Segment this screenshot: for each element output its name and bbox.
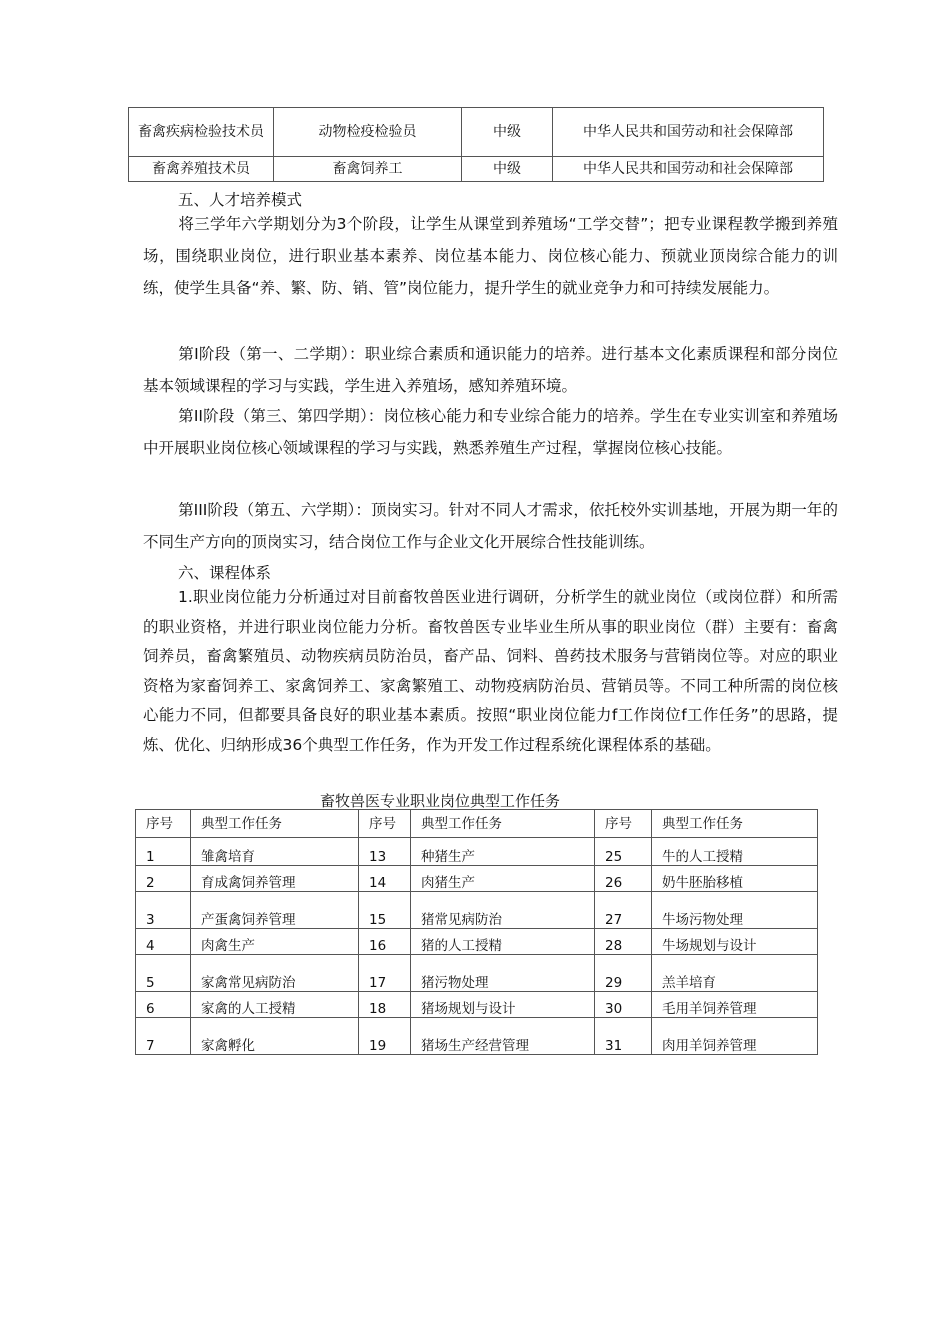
table-cell: 毛用羊饲养管理	[652, 992, 818, 1018]
table-cell: 猪污物处理	[411, 955, 595, 992]
header-cell: 序号	[359, 810, 411, 838]
level-cell: 中级	[462, 157, 553, 182]
paragraph-job-analysis	[143, 583, 838, 760]
table-header-row	[136, 810, 818, 838]
paragraph-training-overview	[143, 208, 838, 304]
table-cell: 28	[595, 929, 652, 955]
table-row	[136, 992, 818, 1018]
header-cell: 序号	[136, 810, 191, 838]
table-cell: 种猪生产	[411, 838, 595, 866]
table-cell: 2	[136, 866, 191, 892]
table-row	[136, 838, 818, 866]
table-cell: 27	[595, 892, 652, 929]
section-heading-curriculum: 六、课程体系	[178, 564, 272, 582]
table-cell: 29	[595, 955, 652, 992]
paragraph-text: 第III阶段（第五、六学期）：顶岗实习。针对不同人才需求，依托校外实训基地，开展为期一年的不同生产方向的顶岗实习，结合岗位工作与企业文化开展综合性技能训练。	[143, 501, 838, 551]
table-cell: 产蛋禽饲养管理	[191, 892, 359, 929]
level-cell: 中级	[462, 108, 553, 157]
table-row	[129, 157, 824, 182]
table-cell: 肉用羊饲养管理	[652, 1018, 818, 1055]
paragraph-stage-2	[143, 400, 838, 464]
issuer-cell: 中华人民共和国劳动和社会保障部	[553, 108, 824, 157]
section-heading-training-model: 五、人才培养模式	[178, 191, 303, 209]
certificate-cell: 动物检疫检验员	[274, 108, 462, 157]
table-row	[136, 929, 818, 955]
table-cell: 7	[136, 1018, 191, 1055]
table-cell: 奶牛胚胎移植	[652, 866, 818, 892]
table-cell: 家禽的人工授精	[191, 992, 359, 1018]
table-cell: 15	[359, 892, 411, 929]
table-cell: 家禽常见病防治	[191, 955, 359, 992]
typical-tasks-table	[135, 809, 818, 1055]
table-cell: 牛的人工授精	[652, 838, 818, 866]
table-cell: 雏禽培育	[191, 838, 359, 866]
table-cell: 26	[595, 866, 652, 892]
table-cell: 6	[136, 992, 191, 1018]
table-cell: 猪常见病防治	[411, 892, 595, 929]
task-table-caption: 畜牧兽医专业职业岗位典型工作任务	[319, 792, 560, 810]
table-cell: 1	[136, 838, 191, 866]
job-title-cell: 畜禽养殖技术员	[129, 157, 274, 182]
table-row	[129, 108, 824, 157]
table-cell: 18	[359, 992, 411, 1018]
header-cell: 典型工作任务	[652, 810, 818, 838]
table-cell: 肉猪生产	[411, 866, 595, 892]
header-cell: 典型工作任务	[191, 810, 359, 838]
header-cell: 序号	[595, 810, 652, 838]
table-cell: 19	[359, 1018, 411, 1055]
table-cell: 家禽孵化	[191, 1018, 359, 1055]
table-cell: 14	[359, 866, 411, 892]
table-row	[136, 892, 818, 929]
table-cell: 30	[595, 992, 652, 1018]
paragraph-stage-3	[143, 494, 838, 558]
paragraph-stage-1	[143, 338, 838, 402]
table-cell: 猪场生产经营管理	[411, 1018, 595, 1055]
paragraph-text: 1.职业岗位能力分析通过对目前畜牧兽医业进行调研，分析学生的就业岗位（或岗位群）和所需的职业资格，并进行职业岗位能力分析。畜牧兽医专业毕业生所从事的职业岗位（群）主要有：畜禽饲养员，畜禽繁殖员、动物疾病员防治员，畜产品、饲料、兽药技术服务与营销岗位等。对应的职业资格为家畜饲养工、家禽饲养工、家禽繁殖工、动物疫病防治员、营销员等。不同工种所需的岗位核心能力不同，但都要具备良好的职业基本素质。按照“职业岗位能力f工作岗位f工作任务”的思路，提炼、优化、归纳形成36个典型工作任务，作为开发工作过程系统化课程体系的基础。	[143, 588, 838, 754]
table-cell: 羔羊培育	[652, 955, 818, 992]
table-cell: 16	[359, 929, 411, 955]
table-cell: 3	[136, 892, 191, 929]
table-cell: 31	[595, 1018, 652, 1055]
issuer-cell: 中华人民共和国劳动和社会保障部	[553, 157, 824, 182]
table-cell: 25	[595, 838, 652, 866]
job-title-cell: 畜禽疾病检验技术员	[129, 108, 274, 157]
header-cell: 典型工作任务	[411, 810, 595, 838]
table-row	[136, 1018, 818, 1055]
table-cell: 育成禽饲养管理	[191, 866, 359, 892]
paragraph-text: 将三学年六学期划分为3个阶段，让学生从课堂到养殖场“工学交替”；把专业课程教学搬到养殖场，围绕职业岗位，进行职业基本素养、岗位基本能力、岗位核心能力、预就业顶岗综合能力的训练，使学生具备“养、繁、防、销、管”岗位能力，提升学生的就业竞争力和可持续发展能力。	[143, 215, 838, 297]
table-cell: 17	[359, 955, 411, 992]
paragraph-text: 第II阶段（第三、第四学期）：岗位核心能力和专业综合能力的培养。学生在专业实训室和养殖场中开展职业岗位核心领域课程的学习与实践，熟悉养殖生产过程，掌握岗位核心技能。	[143, 407, 838, 457]
table-cell: 13	[359, 838, 411, 866]
table-cell: 5	[136, 955, 191, 992]
table-row	[136, 955, 818, 992]
paragraph-text: 第I阶段（第一、二学期）：职业综合素质和通识能力的培养。进行基本文化素质课程和部分岗位基本领域课程的学习与实践，学生进入养殖场，感知养殖环境。	[143, 345, 838, 395]
table-cell: 猪的人工授精	[411, 929, 595, 955]
table-cell: 4	[136, 929, 191, 955]
table-cell: 牛场污物处理	[652, 892, 818, 929]
qualification-table	[128, 107, 824, 182]
table-cell: 牛场规划与设计	[652, 929, 818, 955]
table-row	[136, 866, 818, 892]
table-cell: 肉禽生产	[191, 929, 359, 955]
certificate-cell: 畜禽饲养工	[274, 157, 462, 182]
table-cell: 猪场规划与设计	[411, 992, 595, 1018]
